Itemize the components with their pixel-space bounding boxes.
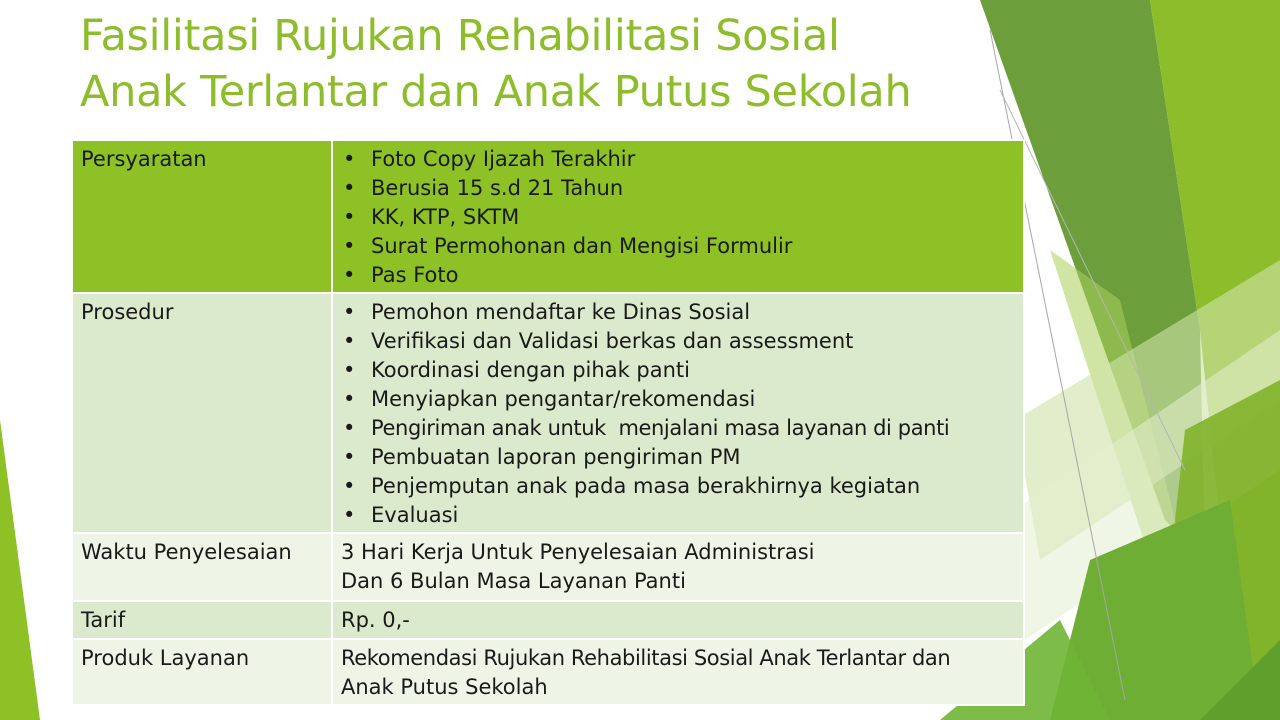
list-item: • Verifikasi dan Validasi berkas dan assessment <box>341 327 1015 356</box>
title-line-1: Fasilitasi Rujukan Rehabilitasi Sosial <box>80 11 840 61</box>
list-item: • Pengiriman anak untuk menjalani masa layanan di panti <box>341 414 1015 443</box>
row-value-persyaratan <box>332 140 1024 293</box>
list-item: • KK, KTP, SKTM <box>341 203 1015 232</box>
list-item: • Pas Foto <box>341 261 1015 290</box>
list-item: • Surat Permohonan dan Mengisi Formulir <box>341 232 1015 261</box>
title-line-2: Anak Terlantar dan Anak Putus Sekolah <box>80 67 912 117</box>
list-item: • Pembuatan laporan pengiriman PM <box>341 443 1015 472</box>
list-item: • Pemohon mendaftar ke Dinas Sosial <box>341 298 1015 327</box>
list-item: • Penjemputan anak pada masa berakhirnya kegiatan <box>341 472 1015 501</box>
list-item: • Foto Copy Ijazah Terakhir <box>341 145 1015 174</box>
table-row-persyaratan <box>72 140 1024 293</box>
list-item: • Berusia 15 s.d 21 Tahun <box>341 174 1015 203</box>
slide-title <box>80 8 960 120</box>
waktu-line-1: 3 Hari Kerja Untuk Penyelesaian Administrasi <box>341 540 815 564</box>
list-item: • Evaluasi <box>341 501 1015 530</box>
table-row-waktu <box>72 533 1024 601</box>
row-label-tarif: Tarif <box>72 601 332 639</box>
row-label-prosedur: Prosedur <box>72 293 332 533</box>
row-value-waktu <box>332 533 1024 601</box>
list-item: • Koordinasi dengan pihak panti <box>341 356 1015 385</box>
table-row-prosedur <box>72 293 1024 533</box>
table-row-produk <box>72 639 1024 705</box>
table-row-tarif <box>72 601 1024 639</box>
procedure-list <box>341 298 1015 530</box>
produk-line-2: Anak Putus Sekolah <box>341 675 548 699</box>
row-value-prosedur <box>332 293 1024 533</box>
row-value-tarif: Rp. 0,- <box>332 601 1024 639</box>
row-value-produk <box>332 639 1024 705</box>
waktu-line-2: Dan 6 Bulan Masa Layanan Panti <box>341 569 686 593</box>
row-label-persyaratan: Persyaratan <box>72 140 332 293</box>
produk-line-1: Rekomendasi Rujukan Rehabilitasi Sosial Anak Terlantar dan <box>341 646 951 670</box>
list-item: • Menyiapkan pengantar/rekomendasi <box>341 385 1015 414</box>
service-info-table <box>71 139 1025 706</box>
row-label-waktu: Waktu Penyelesaian <box>72 533 332 601</box>
requirements-list <box>341 145 1015 290</box>
row-label-produk: Produk Layanan <box>72 639 332 705</box>
